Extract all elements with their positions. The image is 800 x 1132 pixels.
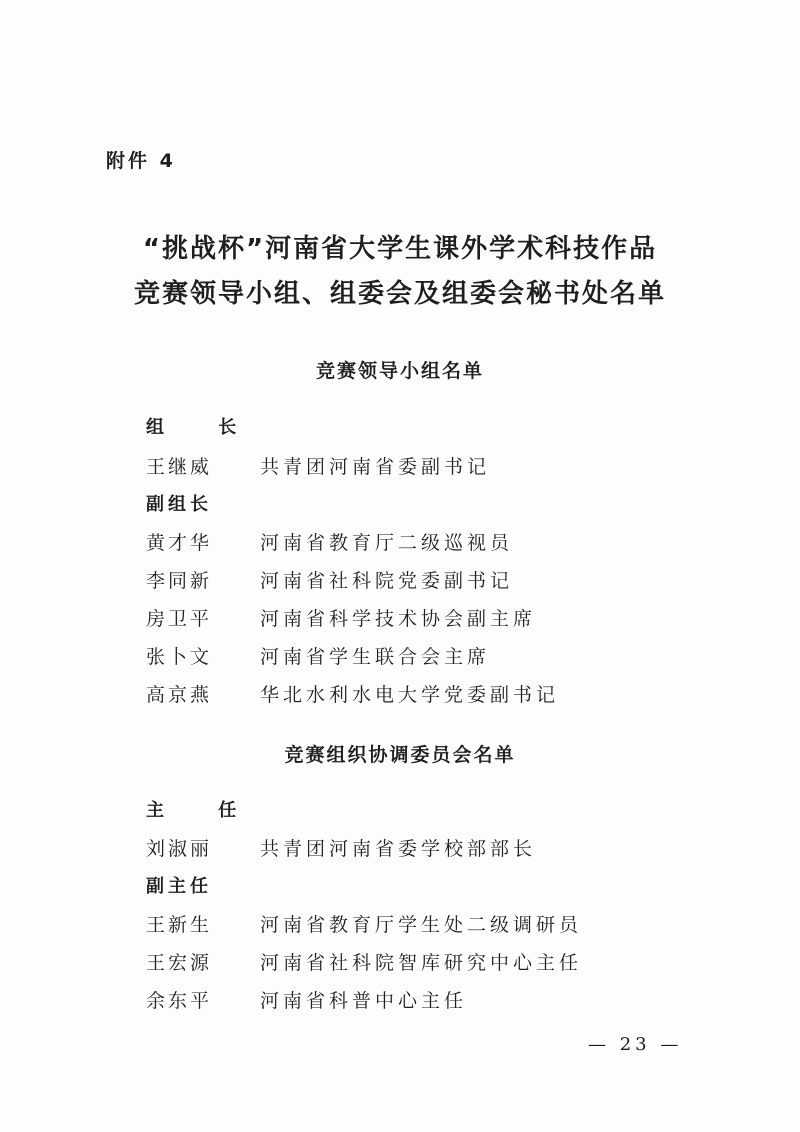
member-name: 王新生 — [146, 914, 213, 936]
member-title: 共青团河南省委副书记 — [260, 456, 491, 478]
member-row — [0, 948, 800, 978]
member-row — [0, 566, 800, 596]
member-title: 河南省教育厅二级巡视员 — [260, 532, 514, 554]
member-name: 李同新 — [146, 570, 213, 592]
member-title: 河南省学生联合会主席 — [260, 646, 491, 668]
role-row — [0, 490, 800, 520]
member-name: 余东平 — [146, 990, 213, 1012]
member-name: 王宏源 — [146, 952, 213, 974]
member-title: 共青团河南省委学校部部长 — [260, 838, 537, 860]
member-title: 河南省科学技术协会副主席 — [260, 608, 537, 630]
section-heading-leadership-group: 竞赛领导小组名单 — [315, 360, 484, 382]
member-name: 刘淑丽 — [146, 838, 213, 860]
member-name: 张卜文 — [146, 646, 213, 668]
member-row — [0, 680, 800, 710]
document-title-line-1: “挑战杯”河南省大学生课外学术科技作品 — [142, 234, 658, 264]
document-title-line-2: 竞赛领导小组、组委会及组委会秘书处名单 — [133, 279, 666, 309]
member-row — [0, 528, 800, 558]
member-name: 王继威 — [146, 456, 213, 478]
role-label: 组 长 — [146, 417, 261, 438]
member-name: 高京燕 — [146, 684, 213, 706]
member-name: 房卫平 — [146, 608, 213, 630]
member-row — [0, 604, 800, 634]
role-row — [0, 796, 800, 826]
member-row — [0, 986, 800, 1016]
role-label: 主 任 — [146, 800, 261, 821]
member-title: 河南省教育厅学生处二级调研员 — [260, 914, 583, 936]
member-row — [0, 834, 800, 864]
member-name: 黄才华 — [146, 532, 213, 554]
role-row — [0, 872, 800, 902]
member-row — [0, 642, 800, 672]
section-heading-coordination-committee: 竞赛组织协调委员会名单 — [284, 744, 516, 766]
member-title: 河南省社科院党委副书记 — [260, 570, 514, 592]
member-title: 河南省社科院智库研究中心主任 — [260, 952, 583, 974]
member-title: 河南省科普中心主任 — [260, 990, 468, 1012]
member-row — [0, 452, 800, 482]
role-label: 副主任 — [146, 876, 212, 897]
member-row — [0, 910, 800, 940]
attachment-label: 附件 4 — [106, 150, 176, 172]
member-title: 华北水利水电大学党委副书记 — [260, 684, 560, 706]
role-label: 副组长 — [146, 494, 212, 515]
page-number: — 23 — — [588, 1034, 683, 1055]
role-row — [0, 413, 800, 443]
